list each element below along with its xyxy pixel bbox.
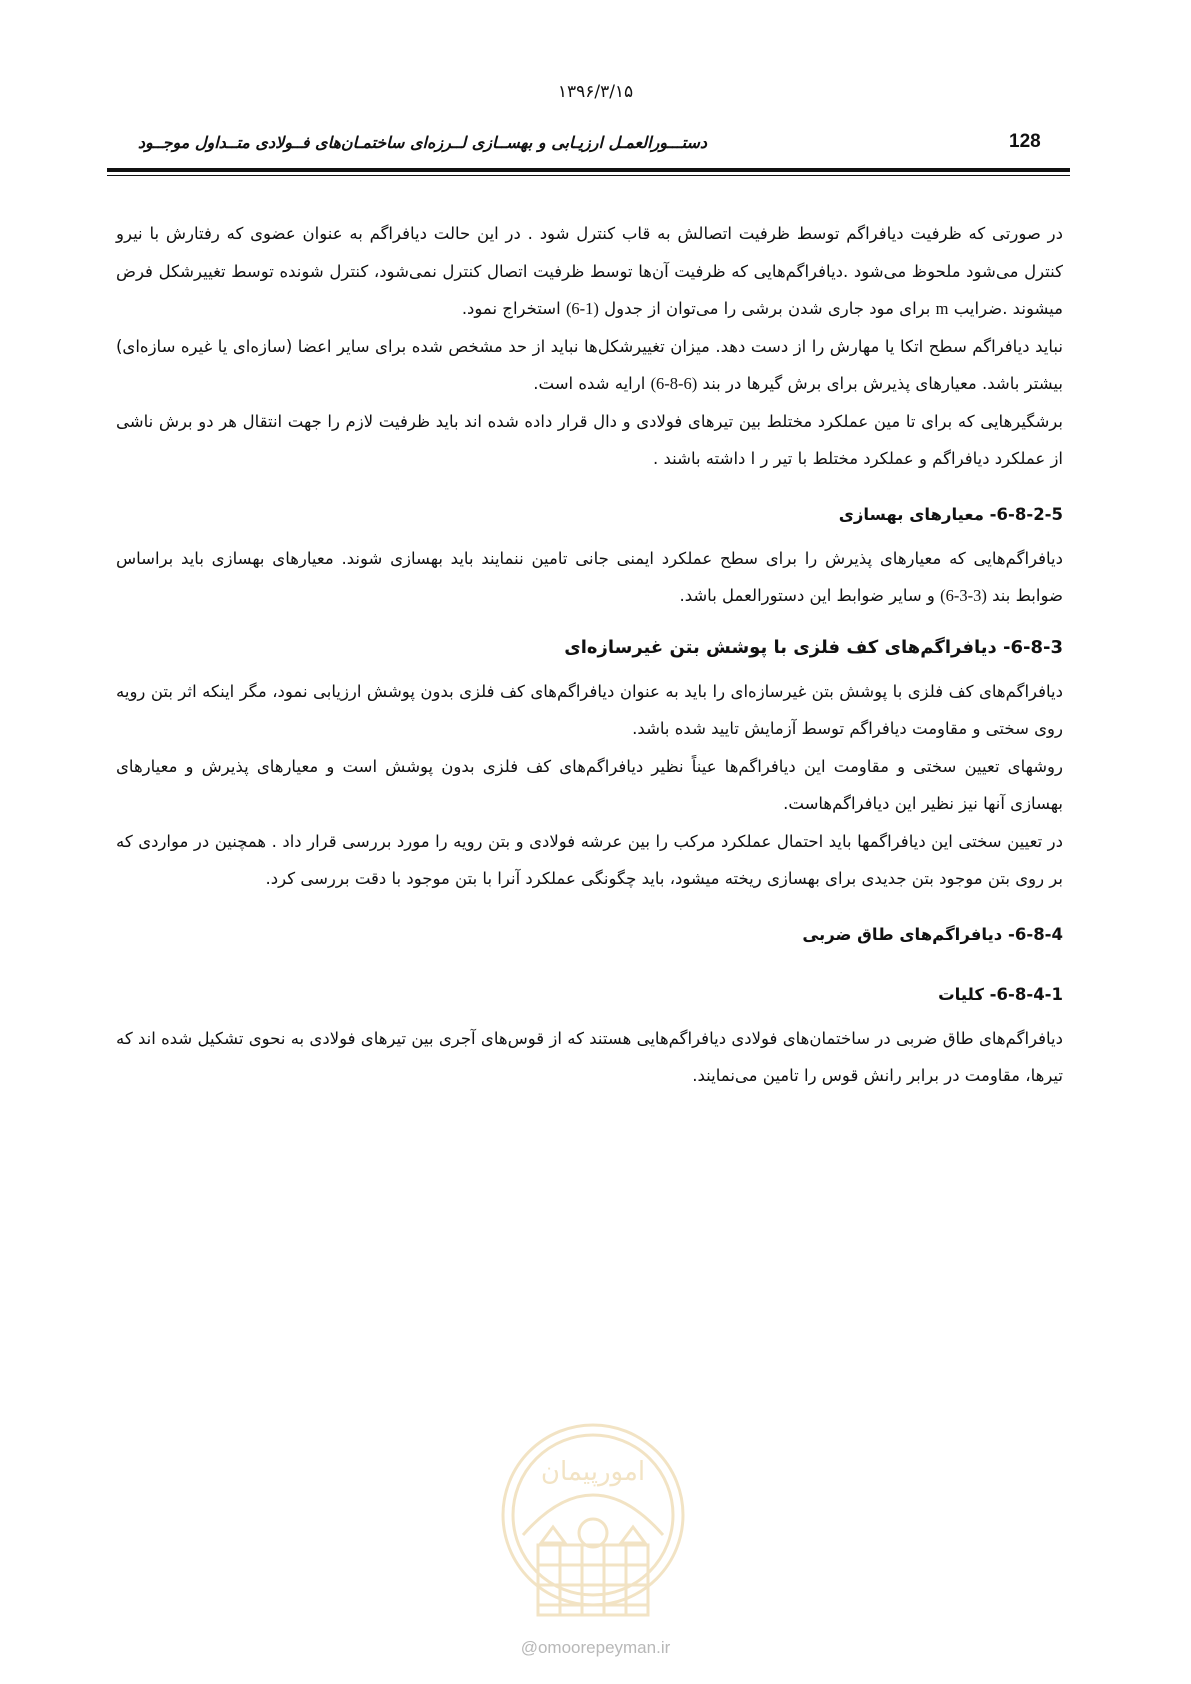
paragraph-1-end: استخراج نمود. xyxy=(461,299,561,318)
paragraph-7: در تعیین سختی این دیافراگمها باید احتمال عملکرد مرکب را بین عرشه فولادی و بتن رویه را مورد بررسی قرار داد . همچنین در مواردی که بر روی بتن موجود بتن جدیدی برای بهسازی ریخته میشود، باید چگونگی عملکرد آنرا با بتن موجود با دقت بررسی کرد. xyxy=(116,831,1063,888)
paragraph-8: دیافراگم‌های طاق ضربی در ساختمان‌های فولادی دیافراگم‌هایی هستند که از قوس‌های آجری بین تیرهای فولادی به نحوی تشکیل شده اند که تیرها، مقاومت در برابر رانش قوس را تامین می‌نمایند. xyxy=(116,1028,1063,1085)
paragraph-4 xyxy=(116,540,1063,615)
omoorepeyman-logo xyxy=(493,1415,693,1640)
coefficient-symbol: m xyxy=(935,299,949,318)
document-body xyxy=(116,215,1063,1095)
section-heading-6-8-3: 6-8-3- دیافراگم‌های کف فلزی با پوشش بتن غیرسازه‌ای xyxy=(564,636,1063,658)
running-title: دستـــورالعمـل ارزیـابی و بهســازی لــرزه‌ای ساختمـان‌های فــولادی متــداول موجــود xyxy=(137,133,707,152)
paragraph-6: روشهای تعیین سختی و مقاومت این دیافراگم‌ها عیناً نظیر دیافراگم‌های کف فلزی بدون پوشش است و معیارهای پذیرش و معیارهای بهسازی آنها نیز نظیر این دیافراگم‌هاست. xyxy=(116,756,1063,813)
paragraph-5: دیافراگم‌های کف فلزی با پوشش بتن غیرسازه‌ای را باید به عنوان دیافراگم‌های کف فلزی بدون پوشش ارزیابی نمود، مگر اینکه اثر بتن رویه روی سختی و مقاومت دیافراگم توسط آزمایش تایید شده باشد. xyxy=(116,681,1063,738)
paragraph-1-mid: برای مود جاری شدن برشی را می‌توان از جدول xyxy=(604,299,931,318)
paragraph-4-end: و سایر ضوابط این دستورالعمل باشد. xyxy=(679,586,935,605)
paragraph-2 xyxy=(116,328,1063,403)
header-rule-thick xyxy=(107,168,1070,172)
paragraph-1 xyxy=(116,215,1063,328)
section-heading-6-8-4-1: 6-8-4-1- کلیات xyxy=(938,984,1063,1004)
section-heading-6-8-2-5: 6-8-2-5- معیارهای بهسازی xyxy=(838,504,1063,524)
section-heading-6-8-4: 6-8-4- دیافراگم‌های طاق ضربی xyxy=(802,924,1063,944)
logo-lettering: امورپیمان xyxy=(540,1457,646,1487)
clause-reference: (6-3-3) xyxy=(940,586,987,605)
paragraph-4-text: دیافراگم‌هایی که معیارهای پذیرش را برای سطح عملکرد ایمنی جانی تامین ننمایند باید بهسازی شوند. معیارهای بهسازی باید براساس ضوابط بند xyxy=(116,548,1063,605)
header-rule-thin xyxy=(107,175,1070,176)
paragraph-2-text: نباید دیافراگم سطح اتکا یا مهارش را از دست دهد. میزان تغییرشکل‌ها نباید از حد مشخص شده برای سایر اعضا (سازه‌ای یا غیره سازه‌ای) بیشتر باشد. معیارهای پذیرش برای برش گیرها در بند xyxy=(116,336,1063,393)
paragraph-2-end: ارایه شده است. xyxy=(533,374,646,393)
page-number: 128 xyxy=(1009,131,1041,152)
document-date: ۱۳۹۶/۳/۱۵ xyxy=(557,82,634,102)
paragraph-3: برشگیرهایی که برای تا مین عملکرد مختلط بین تیرهای فولادی و دال قرار داده شده اند باید ظرفیت لازم را جهت انتقال هر دو برش ناشی از عملکرد دیافراگم و عملکرد مختلط با تیر ر ا داشته باشند . xyxy=(116,411,1063,468)
table-reference: (6-1) xyxy=(565,299,599,318)
watermark-url: @omoorepeyman.ir xyxy=(520,1638,671,1657)
clause-reference: (6-8-6) xyxy=(650,374,698,393)
paragraph-1-text: در صورتی که ظرفیت دیافراگم توسط ظرفیت اتصالش به قاب کنترل شود . در این حالت دیافراگم به عنوان عضوی که رفتارش با نیرو کنترل می‌شود ملحوظ می‌شود .دیافراگم‌هایی که ظرفیت آن‌ها توسط ظرفیت اتصال کنترل نمی‌شود، کنترل شونده توسط تغییرشکل فرض میشوند .ضرایب xyxy=(116,224,1063,318)
